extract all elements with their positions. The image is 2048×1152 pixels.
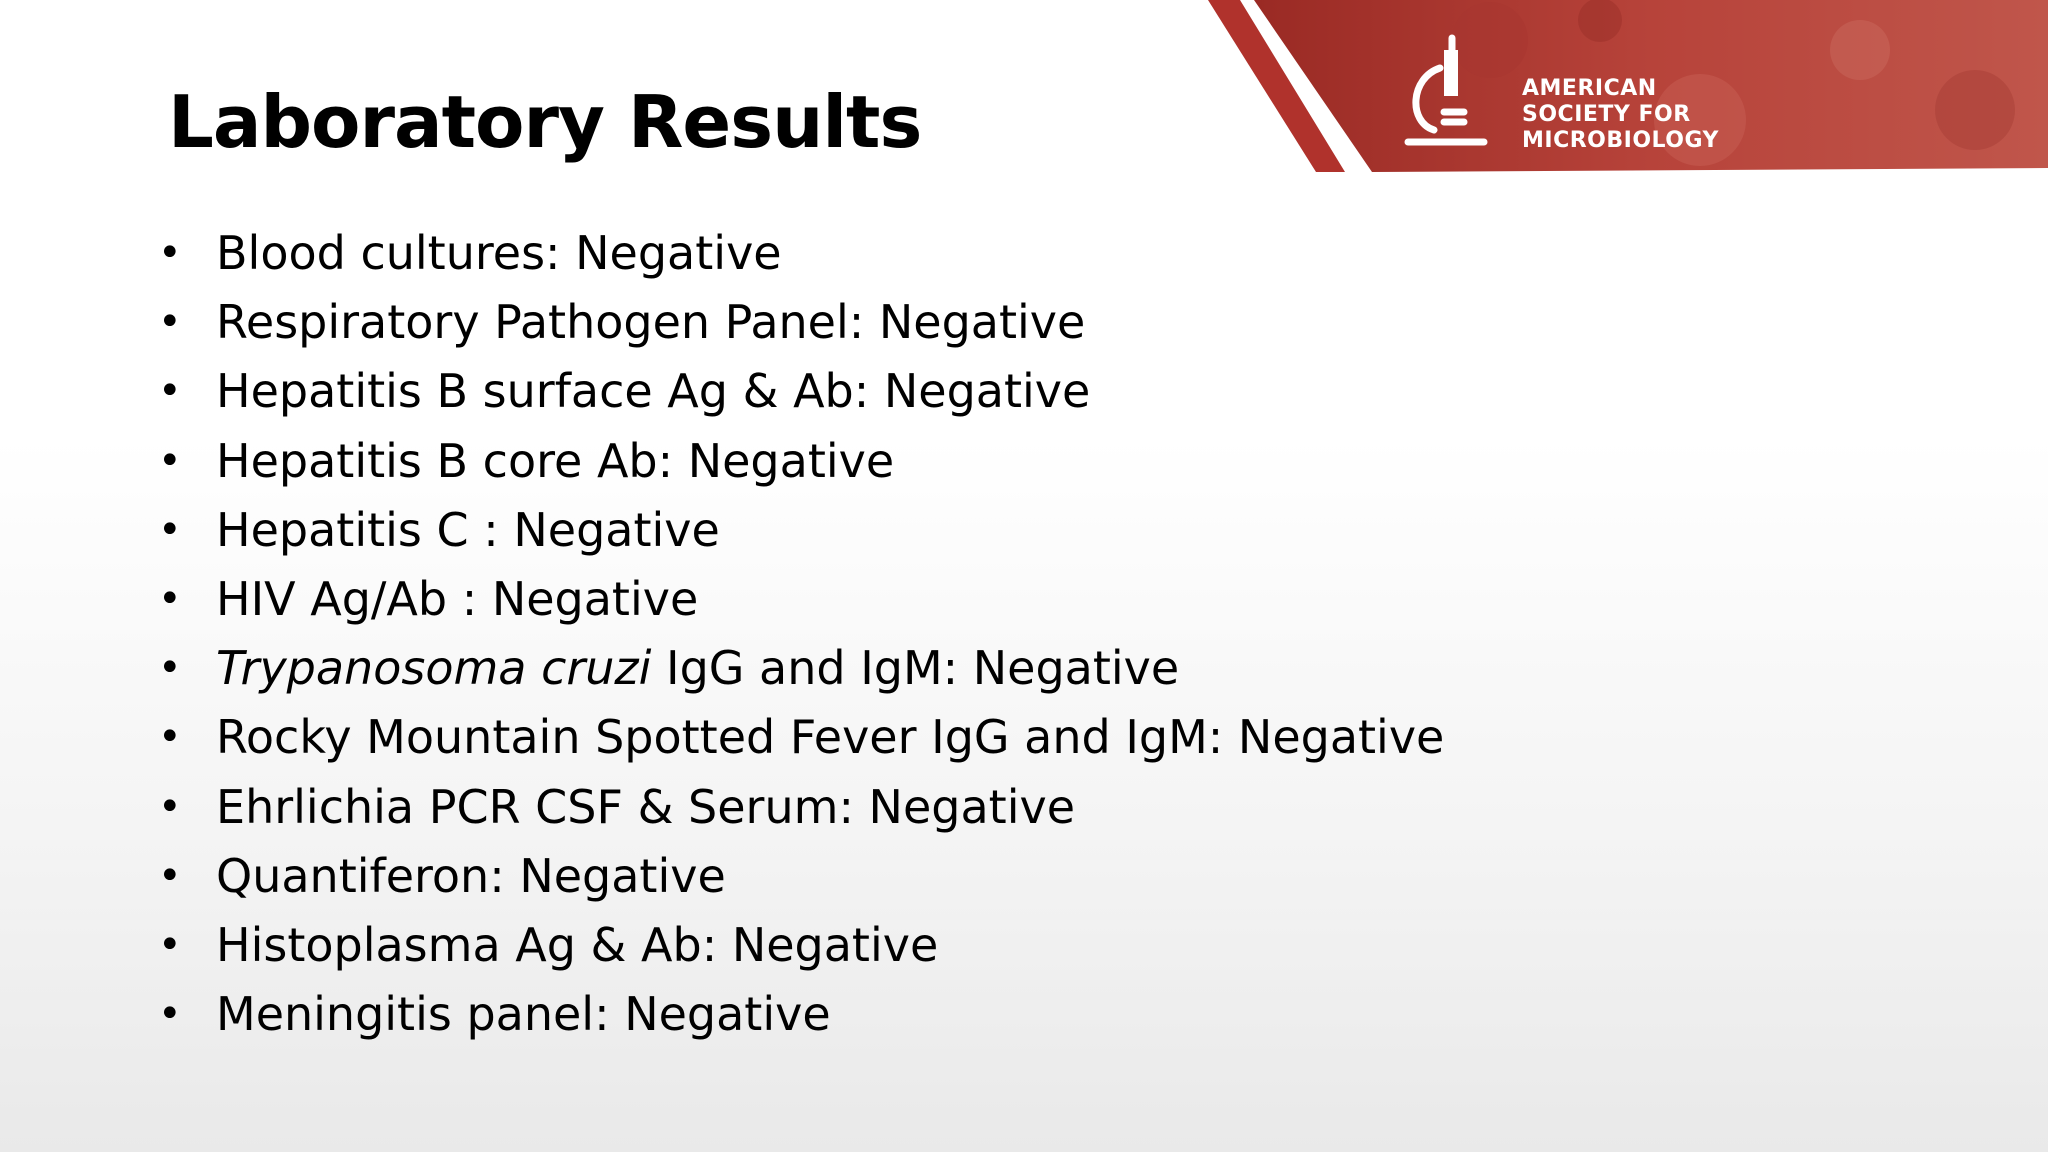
logo-line-1: AMERICAN <box>1522 76 1657 101</box>
bullet: • <box>158 991 182 1038</box>
list-item-text: Rocky Mountain Spotted Fever IgG and IgM: Negative <box>216 710 1445 765</box>
list-item-text: IgG and IgM: Negative <box>651 641 1180 696</box>
bullet: • <box>158 368 182 415</box>
list-item-text: Respiratory Pathogen Panel: Negative <box>216 295 1086 350</box>
logo-line-3: MICROBIOLOGY <box>1522 128 1719 153</box>
bullet: • <box>158 575 182 622</box>
bullet: • <box>158 714 182 761</box>
bullet: • <box>158 230 182 276</box>
list-item <box>154 496 1444 565</box>
bullet: • <box>158 506 182 553</box>
list-item <box>154 427 1444 496</box>
logo-line-2: SOCIETY FOR <box>1522 102 1691 127</box>
list-item-text: Blood cultures: Negative <box>216 226 782 280</box>
list-item <box>154 703 1444 772</box>
list-item-text: Histoplasma Ag & Ab: Negative <box>216 917 939 972</box>
list-item-text: Hepatitis B core Ab: Negative <box>216 433 895 488</box>
list-item <box>154 911 1444 980</box>
results-list <box>154 219 1444 1049</box>
list-item-italic-text: Trypanosoma cruzi <box>216 641 652 696</box>
bullet: • <box>158 852 182 899</box>
list-item-text: Meningitis panel: Negative <box>216 987 831 1042</box>
microscope-icon <box>1400 34 1492 150</box>
list-item-text: Hepatitis B surface Ag & Ab: Negative <box>216 364 1091 419</box>
bullet: • <box>158 783 182 830</box>
list-item <box>154 980 1444 1049</box>
bullet: • <box>158 921 182 968</box>
list-item <box>154 565 1444 634</box>
list-item <box>154 357 1444 426</box>
list-item-text: Quantiferon: Negative <box>216 848 726 903</box>
list-item <box>154 773 1444 842</box>
bullet: • <box>158 645 182 692</box>
asm-logo-text <box>1522 76 1719 154</box>
list-item-text: HIV Ag/Ab : Negative <box>216 571 699 626</box>
slide-title: Laboratory Results <box>168 80 922 164</box>
list-item <box>154 634 1444 703</box>
bullet: • <box>158 299 182 346</box>
list-item <box>154 842 1444 911</box>
list-item <box>154 219 1444 288</box>
bullet: • <box>158 437 182 484</box>
list-item-text: Hepatitis C : Negative <box>216 502 720 557</box>
list-item-text: Ehrlichia PCR CSF & Serum: Negative <box>216 779 1075 834</box>
list-item <box>154 288 1444 357</box>
